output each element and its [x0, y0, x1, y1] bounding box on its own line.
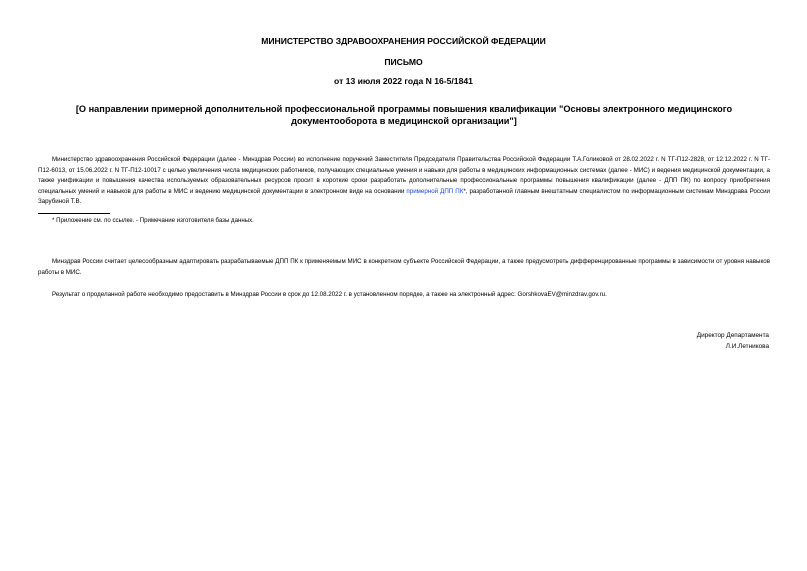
- paragraph-1-text: Министерство здравоохранения Российской Федерации (далее - Минздрав России) во исполнение поручений Заместителя Председателя Правительства Российской Федерации Т.А.Голиковой от 28.02.2022 г. N ТГ-П12-2828, от 12.12.2022 г. N ТГ-П12-6013, от 15.06.2022 г. N ТГ-П12-10017 с целью увеличения числа медицинских работников, получающих специальные умения и навыки для работы в медицинских информационных системах (далее - МИС) и ведения медицинской документации, а также унификации и повышения качества используемых образовательных ресурсов просит в короткие сроки разработать дополнительные профессиональные программы повышения квалификации (далее - ДПП ПК) по вопросу приобретения специальных умений и навыков для работы в МИС и ведению медицинской документации в электронном виде на основании: [38, 156, 770, 195]
- footnote: * Приложение см. по ссылке. - Примечание изготовителя базы данных.: [52, 217, 254, 224]
- document-title: [О направлении примерной дополнительной профессиональной программы повышения квалификации "Основы электронного медицинского документооборота в медицинской организации"]: [75, 104, 733, 126]
- paragraph-2: Минздрав России считает целесообразным адаптировать разрабатываемые ДПП ПК к применяемым МИС в конкретном субъекте Российской Федерации, а также предусмотреть дифференцированные программы в зависимости от уровня навыков работы в МИС.: [38, 258, 770, 276]
- signature-position: Директор Департамента: [696, 332, 769, 339]
- signature-name: Л.И.Летникова: [725, 342, 769, 350]
- ministry-header: МИНИСТЕРСТВО ЗДРАВООХРАНЕНИЯ РОССИЙСКОЙ ФЕДЕРАЦИИ: [261, 36, 546, 46]
- paragraph-1-text-end: *, разработанной главным внештатным специалистом по информационным системам Минздрава России Зарубиной Т.В.: [38, 187, 770, 206]
- paragraph-1: [38, 155, 770, 208]
- paragraph-3: Результат о проделанной работе необходимо предоставить в Минздрав России в срок до 12.08.2022 г. в установленном порядке, а также на электронный адрес: GorshkovaEV@minzdrav.gov.ru.: [52, 291, 607, 298]
- document-type: ПИСЬМО: [384, 57, 423, 67]
- document-date-number: от 13 июля 2022 года N 16-5/1841: [334, 76, 473, 86]
- signature-block: [697, 331, 769, 352]
- sample-program-link[interactable]: примерной ДПП ПК: [406, 187, 464, 195]
- footnote-divider: [38, 213, 110, 214]
